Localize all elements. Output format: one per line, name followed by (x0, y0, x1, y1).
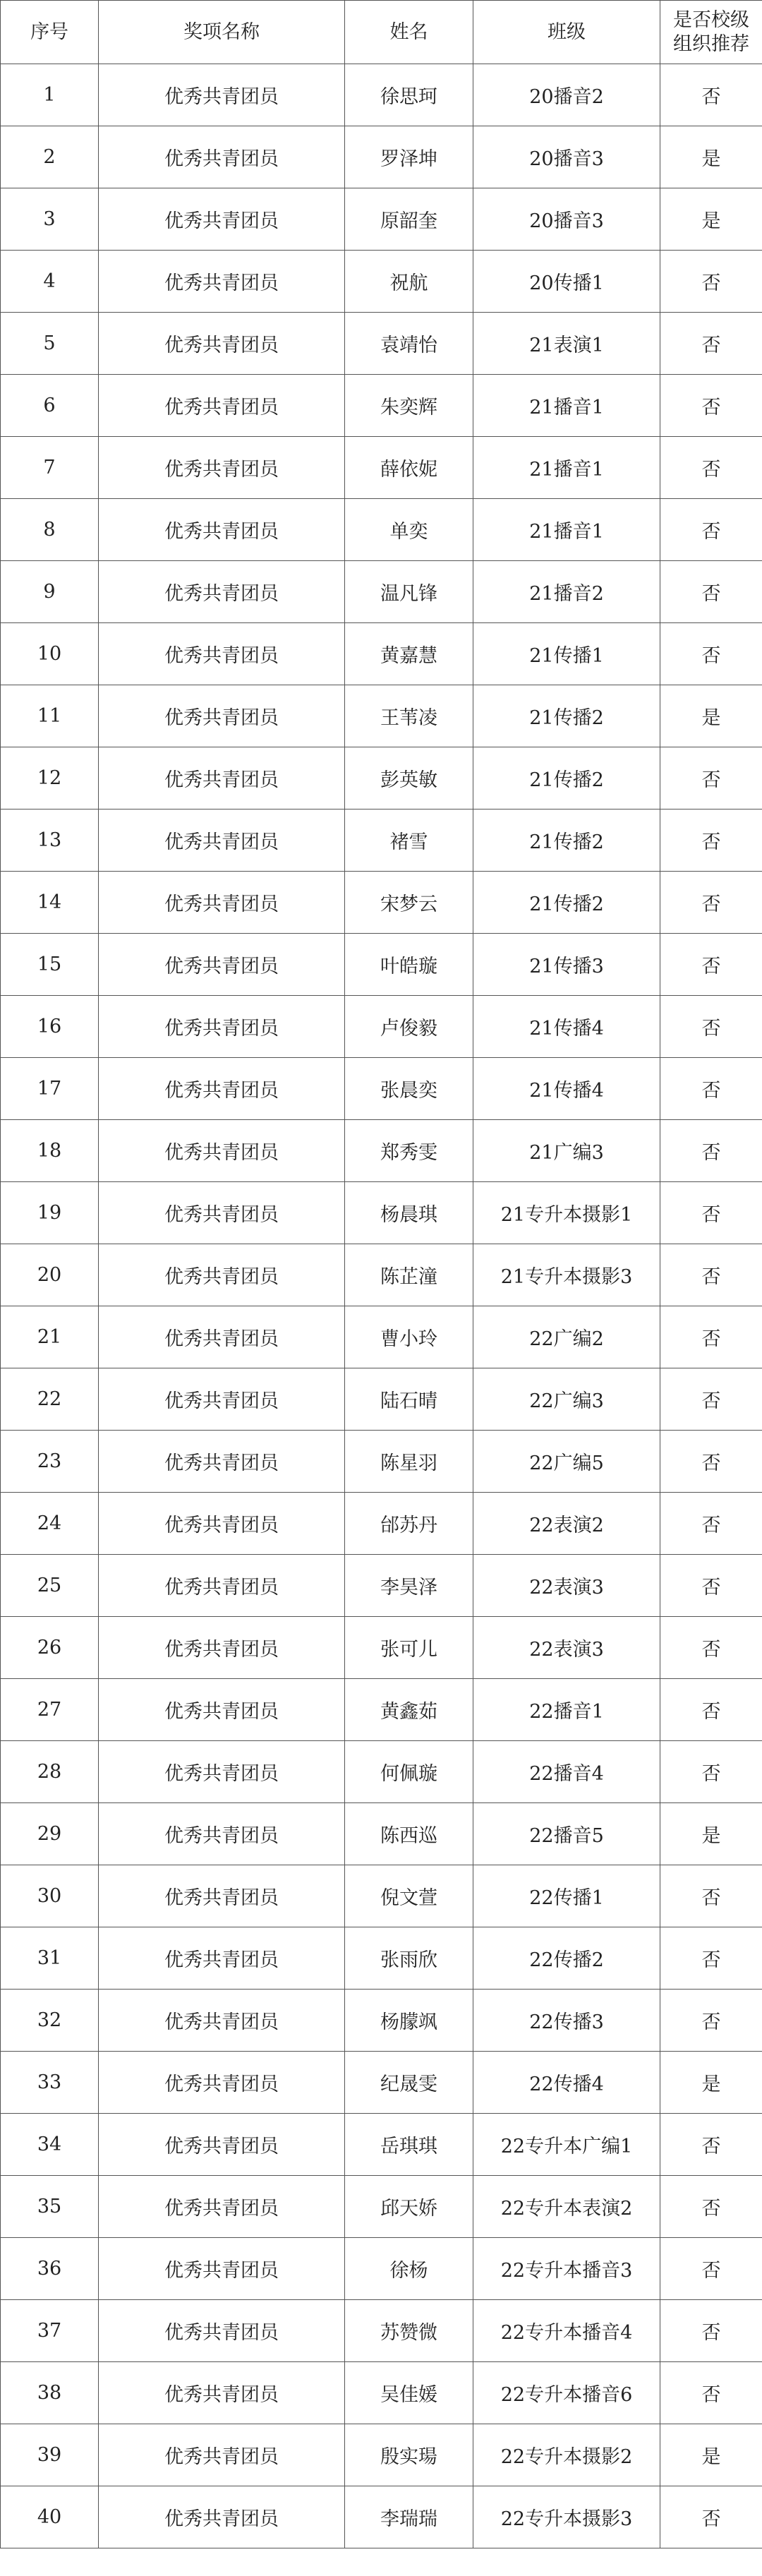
cell-recommend: 否 (660, 623, 762, 685)
cell-name: 宋梦云 (345, 872, 473, 934)
table-row (1, 1058, 762, 1120)
cell-name: 邱天娇 (345, 2176, 473, 2238)
cell-class: 21播音1 (473, 499, 660, 561)
header-class: 班级 (473, 1, 660, 64)
cell-name: 彭英敏 (345, 747, 473, 809)
cell-seq: 35 (1, 2176, 99, 2238)
cell-name: 邰苏丹 (345, 1493, 473, 1555)
cell-recommend: 否 (660, 2238, 762, 2300)
cell-recommend: 否 (660, 1865, 762, 1927)
cell-award: 优秀共青团员 (99, 685, 345, 747)
cell-name: 郑秀雯 (345, 1120, 473, 1182)
cell-class: 22专升本播音4 (473, 2300, 660, 2362)
cell-seq: 28 (1, 1741, 99, 1803)
cell-class: 22表演3 (473, 1617, 660, 1679)
cell-recommend: 否 (660, 1741, 762, 1803)
cell-recommend: 否 (660, 1493, 762, 1555)
cell-award: 优秀共青团员 (99, 561, 345, 623)
cell-recommend: 否 (660, 375, 762, 437)
cell-class: 21播音1 (473, 375, 660, 437)
table-row (1, 996, 762, 1058)
cell-seq: 17 (1, 1058, 99, 1120)
cell-seq: 4 (1, 251, 99, 313)
table-row (1, 126, 762, 188)
cell-seq: 12 (1, 747, 99, 809)
cell-name: 卢俊毅 (345, 996, 473, 1058)
cell-award: 优秀共青团员 (99, 1058, 345, 1120)
cell-class: 22传播4 (473, 2052, 660, 2114)
cell-name: 原韶奎 (345, 188, 473, 251)
cell-class: 22专升本摄影2 (473, 2424, 660, 2486)
cell-recommend: 否 (660, 561, 762, 623)
cell-award: 优秀共青团员 (99, 375, 345, 437)
cell-class: 21广编3 (473, 1120, 660, 1182)
table-row (1, 2114, 762, 2176)
table-row (1, 747, 762, 809)
cell-award: 优秀共青团员 (99, 809, 345, 872)
cell-recommend: 否 (660, 2362, 762, 2424)
cell-name: 陈星羽 (345, 1431, 473, 1493)
table-row (1, 2486, 762, 2548)
cell-recommend: 否 (660, 809, 762, 872)
cell-award: 优秀共青团员 (99, 1431, 345, 1493)
cell-award: 优秀共青团员 (99, 313, 345, 375)
table-row (1, 1927, 762, 1990)
cell-name: 单奕 (345, 499, 473, 561)
cell-award: 优秀共青团员 (99, 2300, 345, 2362)
cell-class: 21播音1 (473, 437, 660, 499)
cell-award: 优秀共青团员 (99, 1493, 345, 1555)
cell-class: 22广编5 (473, 1431, 660, 1493)
cell-award: 优秀共青团员 (99, 747, 345, 809)
cell-award: 优秀共青团员 (99, 2362, 345, 2424)
cell-seq: 25 (1, 1555, 99, 1617)
cell-recommend: 是 (660, 1803, 762, 1865)
header-award: 奖项名称 (99, 1, 345, 64)
table-row (1, 375, 762, 437)
cell-name: 曹小玲 (345, 1306, 473, 1368)
cell-class: 21播音2 (473, 561, 660, 623)
cell-recommend: 否 (660, 1306, 762, 1368)
cell-award: 优秀共青团员 (99, 1120, 345, 1182)
cell-class: 22播音1 (473, 1679, 660, 1741)
cell-name: 杨晨琪 (345, 1182, 473, 1244)
cell-class: 22表演2 (473, 1493, 660, 1555)
cell-award: 优秀共青团员 (99, 1244, 345, 1306)
cell-recommend: 是 (660, 2424, 762, 2486)
table-row (1, 685, 762, 747)
cell-seq: 40 (1, 2486, 99, 2548)
cell-award: 优秀共青团员 (99, 1679, 345, 1741)
cell-class: 21传播2 (473, 747, 660, 809)
header-row (1, 1, 762, 64)
cell-name: 罗泽坤 (345, 126, 473, 188)
header-seq: 序号 (1, 1, 99, 64)
cell-name: 袁靖怡 (345, 313, 473, 375)
table-row (1, 1306, 762, 1368)
table-body (1, 64, 762, 2548)
table-row (1, 1803, 762, 1865)
cell-class: 22广编2 (473, 1306, 660, 1368)
cell-class: 21传播2 (473, 685, 660, 747)
cell-recommend: 否 (660, 1555, 762, 1617)
cell-recommend: 是 (660, 126, 762, 188)
cell-class: 21专升本摄影3 (473, 1244, 660, 1306)
cell-class: 22专升本表演2 (473, 2176, 660, 2238)
table-row (1, 809, 762, 872)
cell-seq: 10 (1, 623, 99, 685)
cell-award: 优秀共青团员 (99, 1182, 345, 1244)
table-row (1, 561, 762, 623)
header-recommend (660, 1, 762, 64)
cell-award: 优秀共青团员 (99, 2052, 345, 2114)
cell-recommend: 否 (660, 64, 762, 126)
cell-name: 褚雪 (345, 809, 473, 872)
cell-recommend: 否 (660, 1368, 762, 1431)
cell-recommend: 否 (660, 1058, 762, 1120)
cell-recommend: 是 (660, 685, 762, 747)
cell-seq: 26 (1, 1617, 99, 1679)
cell-recommend: 否 (660, 437, 762, 499)
table-row (1, 2424, 762, 2486)
cell-award: 优秀共青团员 (99, 188, 345, 251)
cell-seq: 8 (1, 499, 99, 561)
table-row (1, 1431, 762, 1493)
cell-class: 22专升本摄影3 (473, 2486, 660, 2548)
cell-name: 黄鑫茹 (345, 1679, 473, 1741)
cell-award: 优秀共青团员 (99, 64, 345, 126)
cell-seq: 1 (1, 64, 99, 126)
cell-recommend: 否 (660, 1679, 762, 1741)
cell-seq: 31 (1, 1927, 99, 1990)
cell-class: 21传播2 (473, 872, 660, 934)
cell-award: 优秀共青团员 (99, 1865, 345, 1927)
cell-seq: 36 (1, 2238, 99, 2300)
cell-name: 陆石晴 (345, 1368, 473, 1431)
cell-recommend: 否 (660, 2300, 762, 2362)
table-row (1, 872, 762, 934)
cell-name: 徐思珂 (345, 64, 473, 126)
cell-class: 21传播4 (473, 1058, 660, 1120)
cell-award: 优秀共青团员 (99, 1990, 345, 2052)
cell-seq: 32 (1, 1990, 99, 2052)
cell-name: 张雨欣 (345, 1927, 473, 1990)
cell-seq: 33 (1, 2052, 99, 2114)
table-row (1, 1555, 762, 1617)
cell-class: 22专升本播音3 (473, 2238, 660, 2300)
cell-class: 22专升本播音6 (473, 2362, 660, 2424)
table-row (1, 1493, 762, 1555)
cell-name: 王苇凌 (345, 685, 473, 747)
cell-name: 杨朦飒 (345, 1990, 473, 2052)
cell-class: 21传播3 (473, 934, 660, 996)
cell-class: 21专升本摄影1 (473, 1182, 660, 1244)
table-row (1, 313, 762, 375)
table-row (1, 1865, 762, 1927)
cell-name: 岳琪琪 (345, 2114, 473, 2176)
cell-name: 李昊泽 (345, 1555, 473, 1617)
cell-seq: 5 (1, 313, 99, 375)
cell-seq: 22 (1, 1368, 99, 1431)
cell-award: 优秀共青团员 (99, 2424, 345, 2486)
cell-class: 22传播1 (473, 1865, 660, 1927)
cell-award: 优秀共青团员 (99, 1306, 345, 1368)
cell-recommend: 否 (660, 1431, 762, 1493)
cell-class: 22广编3 (473, 1368, 660, 1431)
cell-class: 21传播4 (473, 996, 660, 1058)
table-row (1, 2052, 762, 2114)
cell-name: 温凡锋 (345, 561, 473, 623)
cell-seq: 38 (1, 2362, 99, 2424)
cell-award: 优秀共青团员 (99, 437, 345, 499)
cell-class: 22专升本广编1 (473, 2114, 660, 2176)
cell-name: 吴佳媛 (345, 2362, 473, 2424)
cell-seq: 23 (1, 1431, 99, 1493)
cell-award: 优秀共青团员 (99, 934, 345, 996)
table-row (1, 934, 762, 996)
cell-seq: 16 (1, 996, 99, 1058)
cell-recommend: 是 (660, 188, 762, 251)
cell-award: 优秀共青团员 (99, 1927, 345, 1990)
cell-recommend: 否 (660, 251, 762, 313)
cell-award: 优秀共青团员 (99, 1741, 345, 1803)
cell-award: 优秀共青团员 (99, 499, 345, 561)
cell-name: 倪文萱 (345, 1865, 473, 1927)
table-header (1, 1, 762, 64)
cell-seq: 34 (1, 2114, 99, 2176)
cell-award: 优秀共青团员 (99, 2486, 345, 2548)
cell-seq: 15 (1, 934, 99, 996)
cell-seq: 24 (1, 1493, 99, 1555)
cell-award: 优秀共青团员 (99, 2238, 345, 2300)
cell-seq: 29 (1, 1803, 99, 1865)
table-row (1, 188, 762, 251)
cell-class: 21传播1 (473, 623, 660, 685)
cell-award: 优秀共青团员 (99, 623, 345, 685)
cell-award: 优秀共青团员 (99, 126, 345, 188)
cell-recommend: 否 (660, 1990, 762, 2052)
cell-class: 22播音4 (473, 1741, 660, 1803)
cell-seq: 13 (1, 809, 99, 872)
table-row (1, 1990, 762, 2052)
table-row (1, 2300, 762, 2362)
cell-award: 优秀共青团员 (99, 2176, 345, 2238)
cell-award: 优秀共青团员 (99, 1368, 345, 1431)
table-row (1, 437, 762, 499)
cell-name: 张晨奕 (345, 1058, 473, 1120)
table-row (1, 1244, 762, 1306)
cell-recommend: 否 (660, 1182, 762, 1244)
cell-seq: 3 (1, 188, 99, 251)
cell-award: 优秀共青团员 (99, 1803, 345, 1865)
cell-seq: 18 (1, 1120, 99, 1182)
table-row (1, 623, 762, 685)
cell-name: 叶皓璇 (345, 934, 473, 996)
cell-seq: 21 (1, 1306, 99, 1368)
header-name: 姓名 (345, 1, 473, 64)
cell-recommend: 否 (660, 996, 762, 1058)
table-row (1, 64, 762, 126)
cell-award: 优秀共青团员 (99, 1555, 345, 1617)
cell-name: 苏赞微 (345, 2300, 473, 2362)
table-row (1, 1741, 762, 1803)
cell-name: 朱奕辉 (345, 375, 473, 437)
cell-name: 陈芷潼 (345, 1244, 473, 1306)
cell-name: 薛依妮 (345, 437, 473, 499)
cell-recommend: 否 (660, 1927, 762, 1990)
table-row (1, 1368, 762, 1431)
cell-name: 陈西巡 (345, 1803, 473, 1865)
cell-recommend: 否 (660, 1617, 762, 1679)
cell-recommend: 否 (660, 1244, 762, 1306)
cell-recommend: 否 (660, 2486, 762, 2548)
cell-seq: 2 (1, 126, 99, 188)
cell-seq: 27 (1, 1679, 99, 1741)
cell-seq: 20 (1, 1244, 99, 1306)
cell-recommend: 是 (660, 2052, 762, 2114)
header-recommend-line2: 组织推荐 (673, 32, 749, 55)
cell-class: 21表演1 (473, 313, 660, 375)
cell-name: 李瑞瑞 (345, 2486, 473, 2548)
header-recommend-line1: 是否校级 (673, 8, 749, 31)
cell-seq: 37 (1, 2300, 99, 2362)
cell-recommend: 否 (660, 2114, 762, 2176)
table-row (1, 1182, 762, 1244)
cell-award: 优秀共青团员 (99, 996, 345, 1058)
cell-seq: 11 (1, 685, 99, 747)
cell-name: 殷实瑒 (345, 2424, 473, 2486)
table-row (1, 499, 762, 561)
cell-seq: 9 (1, 561, 99, 623)
table-row (1, 1617, 762, 1679)
table-row (1, 2362, 762, 2424)
cell-name: 黄嘉慧 (345, 623, 473, 685)
cell-recommend: 否 (660, 1120, 762, 1182)
cell-seq: 7 (1, 437, 99, 499)
cell-name: 徐杨 (345, 2238, 473, 2300)
cell-name: 张可儿 (345, 1617, 473, 1679)
table-row (1, 251, 762, 313)
cell-class: 22传播2 (473, 1927, 660, 1990)
cell-recommend: 否 (660, 313, 762, 375)
cell-seq: 39 (1, 2424, 99, 2486)
cell-class: 20播音2 (473, 64, 660, 126)
cell-recommend: 否 (660, 747, 762, 809)
table-row (1, 1120, 762, 1182)
cell-recommend: 否 (660, 2176, 762, 2238)
table-row (1, 2176, 762, 2238)
cell-seq: 6 (1, 375, 99, 437)
cell-class: 22表演3 (473, 1555, 660, 1617)
cell-recommend: 否 (660, 934, 762, 996)
cell-recommend: 否 (660, 872, 762, 934)
cell-seq: 30 (1, 1865, 99, 1927)
cell-name: 何佩璇 (345, 1741, 473, 1803)
cell-seq: 19 (1, 1182, 99, 1244)
cell-class: 20播音3 (473, 126, 660, 188)
cell-award: 优秀共青团员 (99, 872, 345, 934)
table-row (1, 1679, 762, 1741)
cell-award: 优秀共青团员 (99, 2114, 345, 2176)
cell-class: 20播音3 (473, 188, 660, 251)
cell-class: 22传播3 (473, 1990, 660, 2052)
cell-recommend: 否 (660, 499, 762, 561)
cell-class: 21传播2 (473, 809, 660, 872)
cell-seq: 14 (1, 872, 99, 934)
cell-award: 优秀共青团员 (99, 1617, 345, 1679)
table-row (1, 2238, 762, 2300)
cell-award: 优秀共青团员 (99, 251, 345, 313)
cell-class: 22播音5 (473, 1803, 660, 1865)
cell-name: 纪晟雯 (345, 2052, 473, 2114)
cell-name: 祝航 (345, 251, 473, 313)
cell-class: 20传播1 (473, 251, 660, 313)
